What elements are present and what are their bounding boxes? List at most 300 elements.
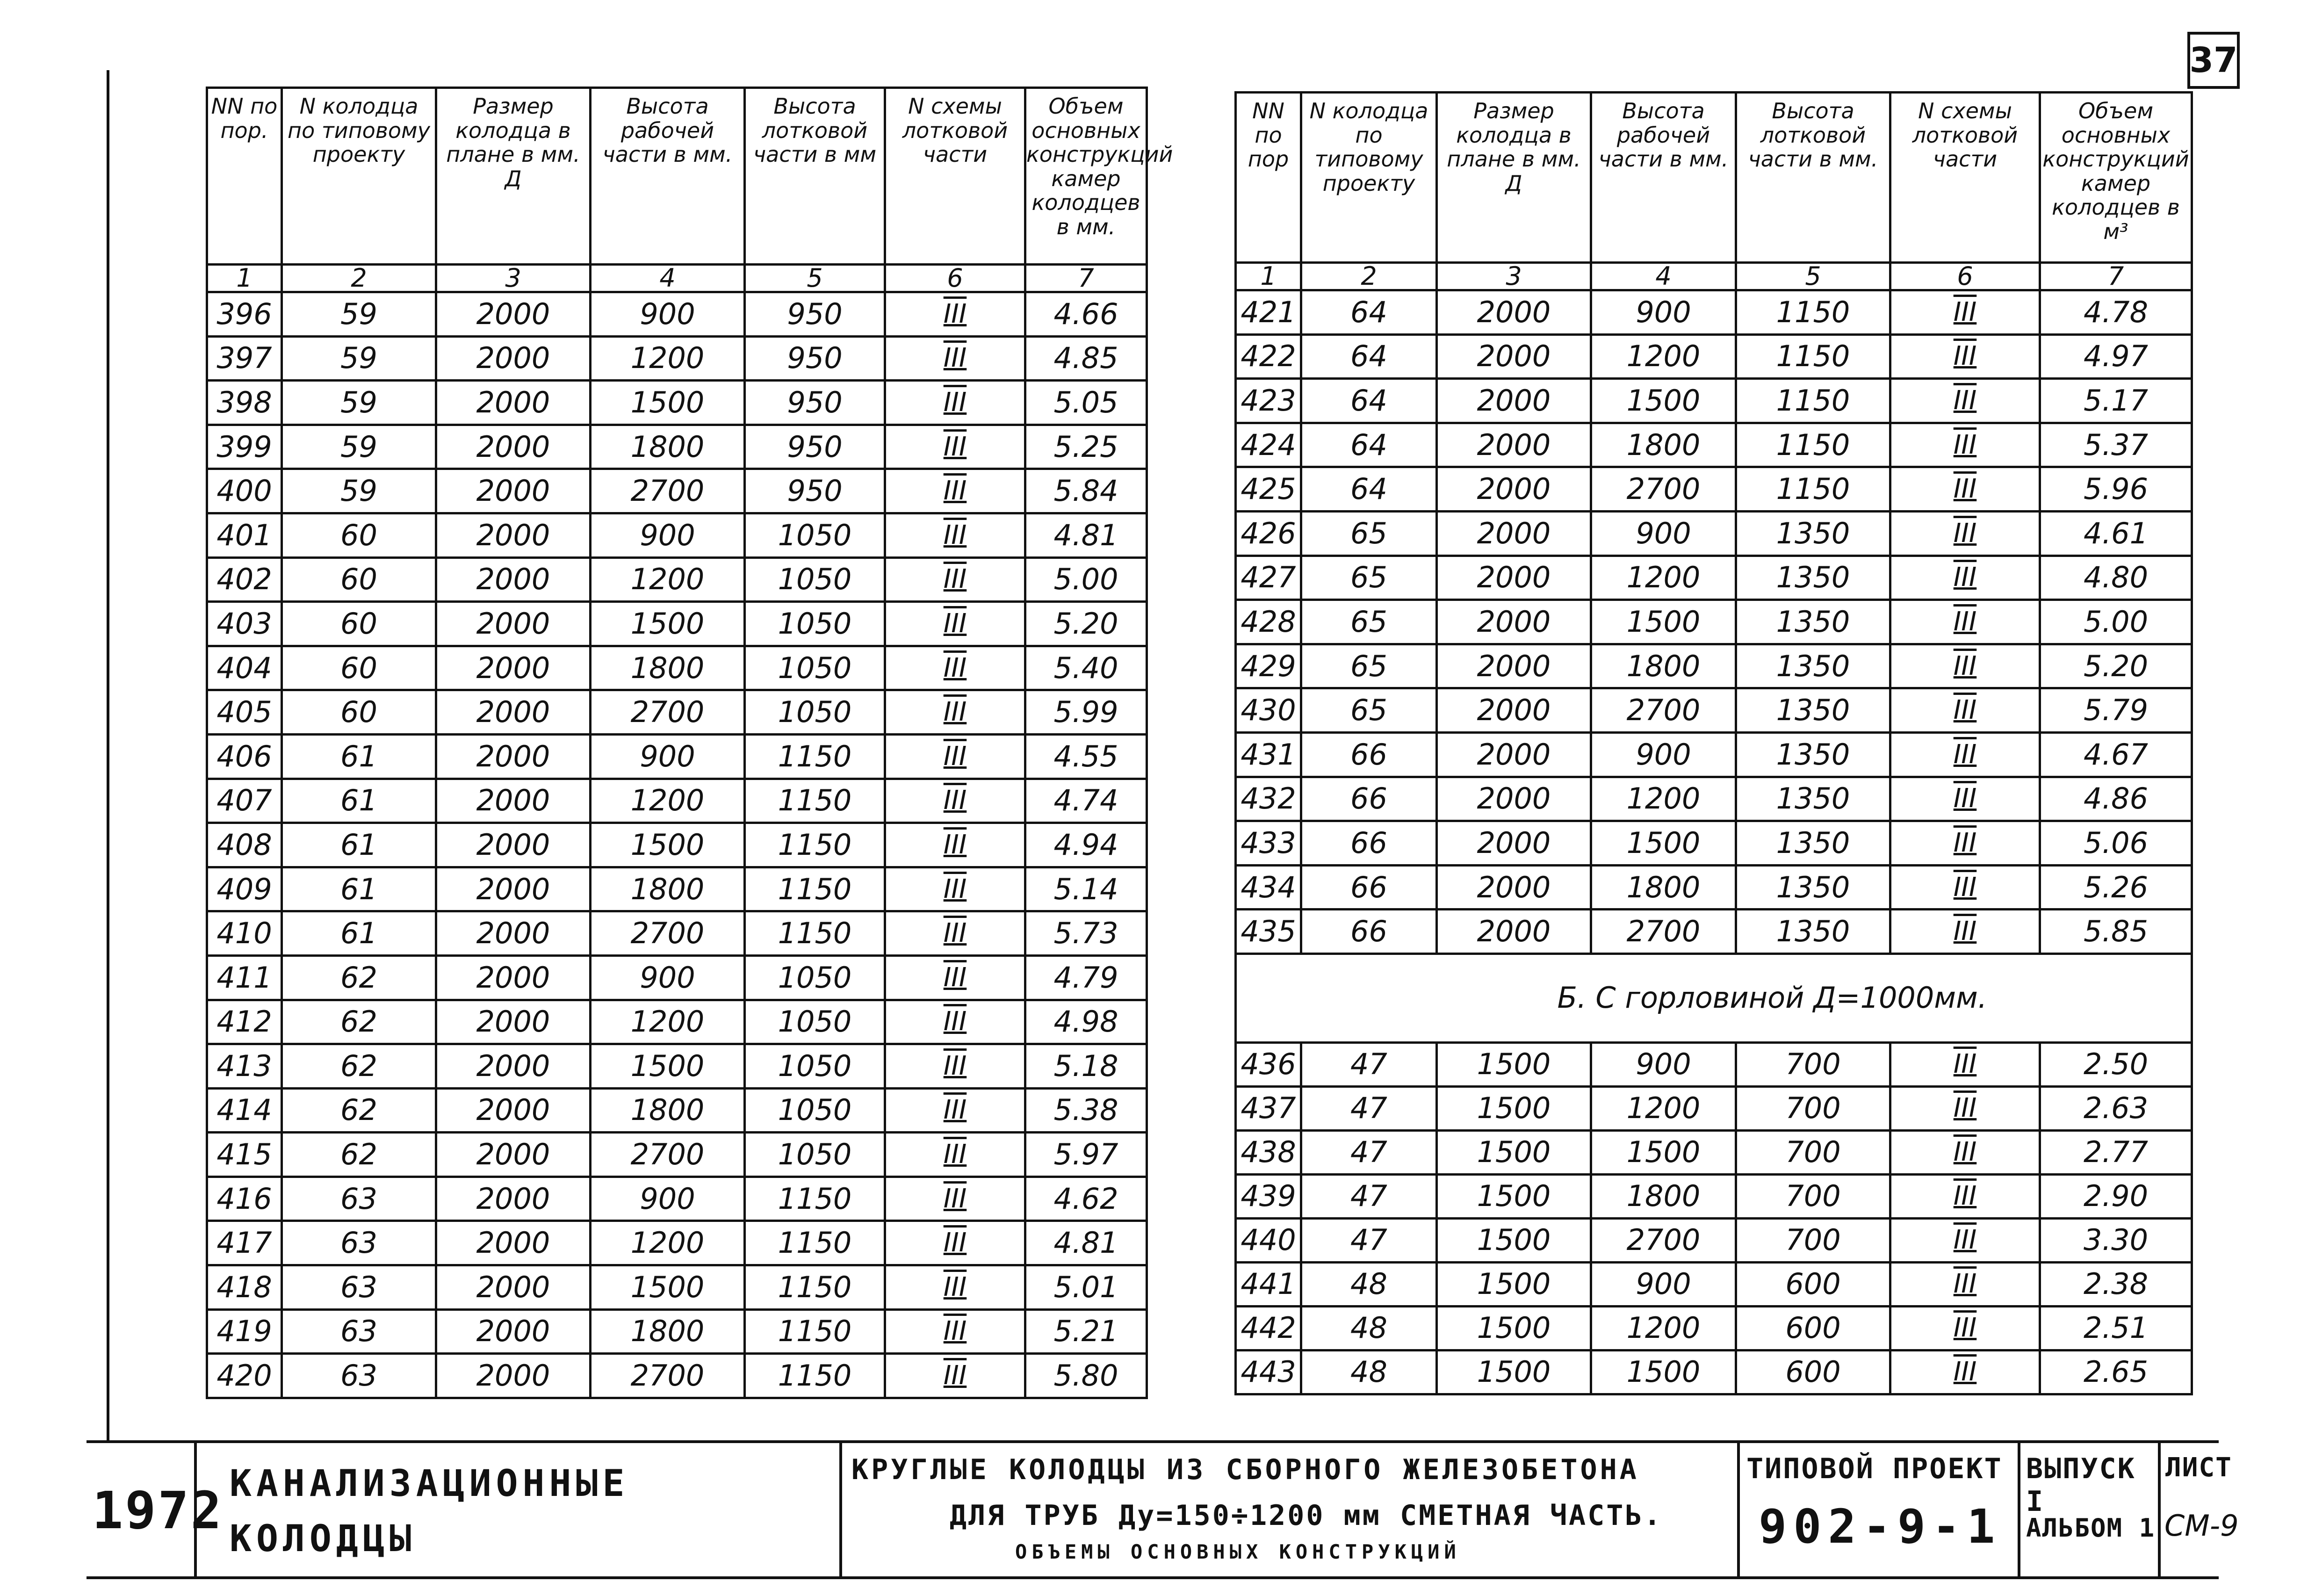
column-header: Объем основных конструкций камер колодцев в м³ — [2040, 93, 2192, 263]
table-cell: 47 — [1301, 1174, 1437, 1218]
column-header: N колодца по типовому проекту — [1301, 93, 1437, 263]
table-cell: 4.97 — [2040, 334, 2192, 379]
column-number: 3 — [1437, 263, 1591, 290]
column-number-row — [207, 265, 1147, 292]
column-header: Высота рабочей части в мм. — [1591, 93, 1736, 263]
table-cell: 1800 — [591, 1088, 745, 1133]
table-cell: 424 — [1236, 423, 1301, 467]
table-row — [1236, 777, 2192, 821]
table-row — [1236, 1306, 2192, 1350]
table-cell: 1150 — [745, 734, 885, 779]
table-row — [1236, 865, 2192, 910]
table-cell: 59 — [282, 292, 436, 337]
table-cell: 438 — [1236, 1130, 1301, 1174]
table-cell: 398 — [207, 381, 282, 425]
stamp-desc-line2: ДЛЯ ТРУБ Ду=150÷1200 мм СМЕТНАЯ ЧАСТЬ. — [950, 1499, 1663, 1532]
table-cell: III — [1890, 644, 2040, 688]
table-cell: 5.21 — [1025, 1309, 1147, 1354]
table-cell: 1200 — [591, 779, 745, 823]
table-cell: 65 — [1301, 556, 1437, 600]
table-cell: 443 — [1236, 1350, 1301, 1394]
table-cell: 1050 — [745, 1000, 885, 1044]
table-cell: 423 — [1236, 379, 1301, 423]
table-cell: 416 — [207, 1177, 282, 1221]
table-cell: 64 — [1301, 467, 1437, 512]
table-cell: 62 — [282, 1088, 436, 1133]
table-cell: 4.55 — [1025, 734, 1147, 779]
page-number-box — [2187, 32, 2240, 89]
stamp-title-cell — [194, 1443, 839, 1576]
table-cell: 61 — [282, 823, 436, 867]
table-cell: 2000 — [1437, 467, 1591, 512]
table-cell: 5.20 — [2040, 644, 2192, 688]
table-row — [207, 1354, 1147, 1398]
table-cell: 406 — [207, 734, 282, 779]
table-cell: 2000 — [436, 955, 591, 1000]
table-cell: 417 — [207, 1221, 282, 1265]
stamp-album: АЛЬБОМ 1 — [2026, 1513, 2156, 1543]
table-cell: 59 — [282, 381, 436, 425]
table-cell: 2.50 — [2040, 1042, 2192, 1086]
section-title: Б. С горловиной Д=1000мм. — [1236, 953, 2192, 1042]
table-cell: 1500 — [591, 602, 745, 646]
table-cell: 700 — [1736, 1174, 1890, 1218]
column-header: Высота лотковой части в мм — [745, 88, 885, 265]
table-cell: 1150 — [1736, 334, 1890, 379]
table-cell: 2.90 — [2040, 1174, 2192, 1218]
table-cell: 441 — [1236, 1262, 1301, 1306]
table-cell: III — [1890, 423, 2040, 467]
table-cell: 2000 — [1437, 511, 1591, 556]
table-cell: 5.97 — [1025, 1133, 1147, 1177]
table-cell: 48 — [1301, 1262, 1437, 1306]
table-cell: III — [1890, 556, 2040, 600]
table-cell: 1500 — [1591, 379, 1736, 423]
table-row — [1236, 1042, 2192, 1086]
table-cell: 2000 — [436, 646, 591, 690]
table-cell: 442 — [1236, 1306, 1301, 1350]
table-cell: 65 — [1301, 511, 1437, 556]
table-cell: 2000 — [1437, 600, 1591, 644]
table-cell: 5.14 — [1025, 867, 1147, 911]
table-cell: 700 — [1736, 1130, 1890, 1174]
table-cell: 950 — [745, 469, 885, 513]
table-cell: III — [1890, 1042, 2040, 1086]
table-cell: 404 — [207, 646, 282, 690]
table-cell: 1500 — [1591, 821, 1736, 866]
table-row — [207, 1265, 1147, 1310]
table-cell: 4.79 — [1025, 955, 1147, 1000]
table-cell: 2700 — [1591, 910, 1736, 954]
table-row — [1236, 644, 2192, 688]
table-cell: 5.25 — [1025, 425, 1147, 469]
table-row — [207, 1088, 1147, 1133]
table-cell: 1500 — [1437, 1130, 1591, 1174]
table-cell: 5.38 — [1025, 1088, 1147, 1133]
table-cell: 1500 — [1437, 1262, 1591, 1306]
table-cell: 1200 — [1591, 334, 1736, 379]
table-cell: III — [885, 469, 1025, 513]
table-cell: 425 — [1236, 467, 1301, 512]
table-cell: 5.06 — [2040, 821, 2192, 866]
table-row — [1236, 1262, 2192, 1306]
table-cell: 430 — [1236, 688, 1301, 733]
table-cell: 2700 — [591, 911, 745, 956]
table-cell: 63 — [282, 1177, 436, 1221]
table-cell: 405 — [207, 690, 282, 735]
table-cell: 2000 — [436, 602, 591, 646]
table-cell: 1350 — [1736, 777, 1890, 821]
table-cell: 2000 — [436, 1088, 591, 1133]
stamp-sheet-cell — [2158, 1443, 2239, 1576]
column-header: N схемы лотковой части — [1890, 93, 2040, 263]
stamp-issue-label: ВЫПУСК I — [2026, 1452, 2136, 1518]
header-row — [207, 88, 1147, 265]
table-cell: 2000 — [436, 1133, 591, 1177]
table-cell: 2000 — [436, 1221, 591, 1265]
table-cell: 66 — [1301, 777, 1437, 821]
table-cell: 60 — [282, 557, 436, 602]
stamp-desc-line3: ОБЪЕМЫ ОСНОВНЫХ КОНСТРУКЦИЙ — [1015, 1540, 1461, 1563]
left-margin-line — [107, 70, 109, 1440]
table-cell: 1350 — [1736, 644, 1890, 688]
table-cell: 2.77 — [2040, 1130, 2192, 1174]
table-row — [1236, 290, 2192, 335]
table-cell: 47 — [1301, 1086, 1437, 1130]
table-cell: III — [885, 690, 1025, 735]
table-cell: 65 — [1301, 644, 1437, 688]
table-cell: 399 — [207, 425, 282, 469]
table-cell: 1500 — [1437, 1042, 1591, 1086]
column-header: N схемы лотковой части — [885, 88, 1025, 265]
table-cell: III — [1890, 290, 2040, 335]
table-cell: 2000 — [1437, 334, 1591, 379]
table-row — [207, 646, 1147, 690]
table-cell: 403 — [207, 602, 282, 646]
table-cell: 2000 — [436, 690, 591, 735]
table-cell: 2.65 — [2040, 1350, 2192, 1394]
table-cell: III — [885, 292, 1025, 337]
table-cell: III — [885, 1133, 1025, 1177]
table-cell: 1350 — [1736, 865, 1890, 910]
table-cell: 1150 — [745, 867, 885, 911]
table-cell: 60 — [282, 646, 436, 690]
table-cell: 62 — [282, 1044, 436, 1089]
table-cell: 2000 — [1437, 865, 1591, 910]
stamp-desc-line1: КРУГЛЫЕ КОЛОДЦЫ ИЗ СБОРНОГО ЖЕЛЕЗОБЕТОНА — [851, 1453, 1639, 1486]
table-cell: III — [1890, 821, 2040, 866]
table-cell: 900 — [1591, 1042, 1736, 1086]
table-cell: 436 — [1236, 1042, 1301, 1086]
table-cell: 5.00 — [1025, 557, 1147, 602]
table-cell: 409 — [207, 867, 282, 911]
table-cell: 2000 — [1437, 910, 1591, 954]
table-cell: 439 — [1236, 1174, 1301, 1218]
table-cell: 900 — [591, 734, 745, 779]
table-row — [207, 381, 1147, 425]
table-cell: 900 — [591, 1177, 745, 1221]
table-cell: 2000 — [436, 1309, 591, 1354]
left-table — [206, 87, 1173, 1399]
column-header: NN по пор — [1236, 93, 1301, 263]
stamp-title-line1: КАНАЛИЗАЦИОННЫЕ — [230, 1463, 629, 1505]
table-cell: 5.17 — [2040, 379, 2192, 423]
table-row — [207, 336, 1147, 381]
column-header: Высота рабочей части в мм. — [591, 88, 745, 265]
table-cell: 63 — [282, 1309, 436, 1354]
table-cell: 4.94 — [1025, 823, 1147, 867]
table-row — [1236, 600, 2192, 644]
table-cell: 5.99 — [1025, 690, 1147, 735]
column-number-row — [1236, 263, 2192, 290]
table-cell: 1350 — [1736, 910, 1890, 954]
table-cell: 2000 — [436, 1177, 591, 1221]
table-cell: 950 — [745, 425, 885, 469]
table-cell: 900 — [1591, 511, 1736, 556]
table-cell: 61 — [282, 867, 436, 911]
table-cell: 64 — [1301, 423, 1437, 467]
table-cell: 59 — [282, 425, 436, 469]
table-row — [207, 602, 1147, 646]
table-cell: III — [885, 557, 1025, 602]
table-cell: 428 — [1236, 600, 1301, 644]
table-cell: 2000 — [436, 381, 591, 425]
table-cell: III — [1890, 1218, 2040, 1262]
table-cell: 1500 — [1437, 1086, 1591, 1130]
table-cell: III — [885, 911, 1025, 956]
table-cell: 5.00 — [2040, 600, 2192, 644]
table-cell: 1200 — [1591, 777, 1736, 821]
table-row — [207, 292, 1147, 337]
table-cell: 900 — [591, 955, 745, 1000]
table-cell: 60 — [282, 602, 436, 646]
table-row — [207, 1000, 1147, 1044]
table-row — [207, 1309, 1147, 1354]
table-cell: 1350 — [1736, 732, 1890, 777]
table-cell: 5.05 — [1025, 381, 1147, 425]
table-cell: 63 — [282, 1354, 436, 1398]
table-cell: 415 — [207, 1133, 282, 1177]
table-cell: 65 — [1301, 600, 1437, 644]
table-cell: 63 — [282, 1221, 436, 1265]
column-header: N колодца по типовому проекту — [282, 88, 436, 265]
table-cell: 1350 — [1736, 688, 1890, 733]
table-cell: III — [1890, 1350, 2040, 1394]
table-cell: 2700 — [591, 1133, 745, 1177]
table-cell: III — [885, 1177, 1025, 1221]
column-number: 2 — [282, 265, 436, 292]
table-cell: 2000 — [1437, 290, 1591, 335]
table-cell: 900 — [591, 513, 745, 557]
table-cell: 1050 — [745, 1133, 885, 1177]
table-cell: 2000 — [1437, 688, 1591, 733]
table-cell: III — [885, 602, 1025, 646]
table-cell: III — [885, 1000, 1025, 1044]
table-cell: 432 — [1236, 777, 1301, 821]
table-cell: 700 — [1736, 1086, 1890, 1130]
table-cell: 2000 — [436, 867, 591, 911]
table-cell: III — [1890, 511, 2040, 556]
table-row — [1236, 556, 2192, 600]
table-cell: 411 — [207, 955, 282, 1000]
table-cell: 1350 — [1736, 511, 1890, 556]
table-cell: 5.37 — [2040, 423, 2192, 467]
page-number: 37 — [2189, 40, 2238, 80]
table-cell: 64 — [1301, 290, 1437, 335]
table-cell: 65 — [1301, 688, 1437, 733]
column-header: Объем основных конструкций камер колодцев в мм. — [1025, 88, 1147, 265]
table-cell: 2700 — [1591, 467, 1736, 512]
table-cell: 66 — [1301, 821, 1437, 866]
table-cell: 4.66 — [1025, 292, 1147, 337]
table-cell: 1800 — [591, 867, 745, 911]
table-cell: 5.84 — [1025, 469, 1147, 513]
table-cell: 59 — [282, 336, 436, 381]
stamp-project-cell — [1737, 1443, 2018, 1576]
table-cell: 1500 — [591, 823, 745, 867]
table-cell: 2000 — [436, 779, 591, 823]
table-cell: III — [885, 1221, 1025, 1265]
table-cell: 64 — [1301, 334, 1437, 379]
table-cell: 1050 — [745, 690, 885, 735]
table-cell: 2000 — [1437, 556, 1591, 600]
table-cell: 2000 — [436, 823, 591, 867]
table-cell: 1050 — [745, 955, 885, 1000]
column-number: 1 — [207, 265, 282, 292]
table-cell: 412 — [207, 1000, 282, 1044]
table-cell: 1800 — [591, 425, 745, 469]
table-cell: III — [885, 955, 1025, 1000]
table-cell: 4.98 — [1025, 1000, 1147, 1044]
table-row — [207, 867, 1147, 911]
table-cell: 3.30 — [2040, 1218, 2192, 1262]
table-cell: III — [1890, 777, 2040, 821]
table-cell: 397 — [207, 336, 282, 381]
table-cell: 2000 — [436, 557, 591, 602]
table-cell: III — [885, 513, 1025, 557]
table-row — [1236, 732, 2192, 777]
table-row — [207, 690, 1147, 735]
table-cell: 1800 — [591, 646, 745, 690]
table-row — [1236, 1218, 2192, 1262]
table-cell: 1200 — [591, 1000, 745, 1044]
table-cell: III — [885, 381, 1025, 425]
table-cell: 48 — [1301, 1306, 1437, 1350]
table-cell: III — [1890, 467, 2040, 512]
table-cell: 413 — [207, 1044, 282, 1089]
table-cell: 62 — [282, 1133, 436, 1177]
table-cell: 2000 — [1437, 732, 1591, 777]
table-cell: III — [1890, 732, 2040, 777]
table-cell: 47 — [1301, 1042, 1437, 1086]
table-cell: 1150 — [745, 911, 885, 956]
table-row — [207, 1177, 1147, 1221]
table-cell: 4.78 — [2040, 290, 2192, 335]
table-cell: 47 — [1301, 1218, 1437, 1262]
table-cell: III — [885, 646, 1025, 690]
stamp-description-cell — [839, 1443, 1737, 1576]
table-cell: 422 — [1236, 334, 1301, 379]
stamp-sheet-number: СМ-9 — [2164, 1509, 2239, 1543]
table-cell: 66 — [1301, 910, 1437, 954]
table-cell: 4.67 — [2040, 732, 2192, 777]
table-cell: III — [1890, 1130, 2040, 1174]
table-cell: 1350 — [1736, 556, 1890, 600]
table-cell: 2.63 — [2040, 1086, 2192, 1130]
table-row — [1236, 910, 2192, 954]
table-cell: 435 — [1236, 910, 1301, 954]
table-cell: 1050 — [745, 646, 885, 690]
table-cell: 4.80 — [2040, 556, 2192, 600]
table-row — [207, 1221, 1147, 1265]
table-row — [1236, 688, 2192, 733]
table-row — [1236, 379, 2192, 423]
table-cell: III — [885, 1309, 1025, 1354]
table-cell: 5.96 — [2040, 467, 2192, 512]
table-cell: 1800 — [1591, 1174, 1736, 1218]
table-cell: 1200 — [1591, 1306, 1736, 1350]
stamp-year: 1972 — [92, 1480, 224, 1540]
table-cell: 2700 — [1591, 688, 1736, 733]
table-cell: 1150 — [1736, 423, 1890, 467]
table-cell: 61 — [282, 779, 436, 823]
table-cell: 2000 — [436, 469, 591, 513]
table-cell: 5.40 — [1025, 646, 1147, 690]
table-cell: 1200 — [1591, 556, 1736, 600]
table-cell: 900 — [1591, 1262, 1736, 1306]
table-cell: 1200 — [591, 336, 745, 381]
table-cell: 4.81 — [1025, 1221, 1147, 1265]
table-cell: 48 — [1301, 1350, 1437, 1394]
table-row — [1236, 1130, 2192, 1174]
table-cell: 1150 — [1736, 379, 1890, 423]
table-cell: 1500 — [1437, 1174, 1591, 1218]
table-cell: 407 — [207, 779, 282, 823]
table-cell: III — [1890, 1174, 2040, 1218]
table-cell: 2000 — [436, 513, 591, 557]
table-cell: 437 — [1236, 1086, 1301, 1130]
table-cell: 5.26 — [2040, 865, 2192, 910]
table-cell: 900 — [1591, 290, 1736, 335]
table-cell: 47 — [1301, 1130, 1437, 1174]
column-number: 4 — [591, 265, 745, 292]
table-cell: 1800 — [1591, 423, 1736, 467]
right-table — [1234, 91, 2193, 1395]
table-row — [1236, 1086, 2192, 1130]
table-cell: 2000 — [1437, 777, 1591, 821]
table-cell: 2000 — [1437, 379, 1591, 423]
table-cell: 1050 — [745, 602, 885, 646]
column-header: Размер колодца в плане в мм. Д — [1437, 93, 1591, 263]
table-cell: 1350 — [1736, 600, 1890, 644]
table-cell: 700 — [1736, 1042, 1890, 1086]
table-cell: 402 — [207, 557, 282, 602]
table-cell: 421 — [1236, 290, 1301, 335]
title-block — [87, 1440, 2239, 1579]
table-cell: 1800 — [1591, 644, 1736, 688]
table-row — [207, 823, 1147, 867]
table-cell: 1150 — [745, 823, 885, 867]
table-cell: 2000 — [1437, 644, 1591, 688]
table-cell: 2000 — [436, 1044, 591, 1089]
table-cell: 1500 — [1591, 600, 1736, 644]
table-cell: 1150 — [745, 1309, 885, 1354]
header-row — [1236, 93, 2192, 263]
table-cell: 60 — [282, 513, 436, 557]
table-cell: 4.74 — [1025, 779, 1147, 823]
table-cell: 1800 — [1591, 865, 1736, 910]
table-cell: 1050 — [745, 1044, 885, 1089]
